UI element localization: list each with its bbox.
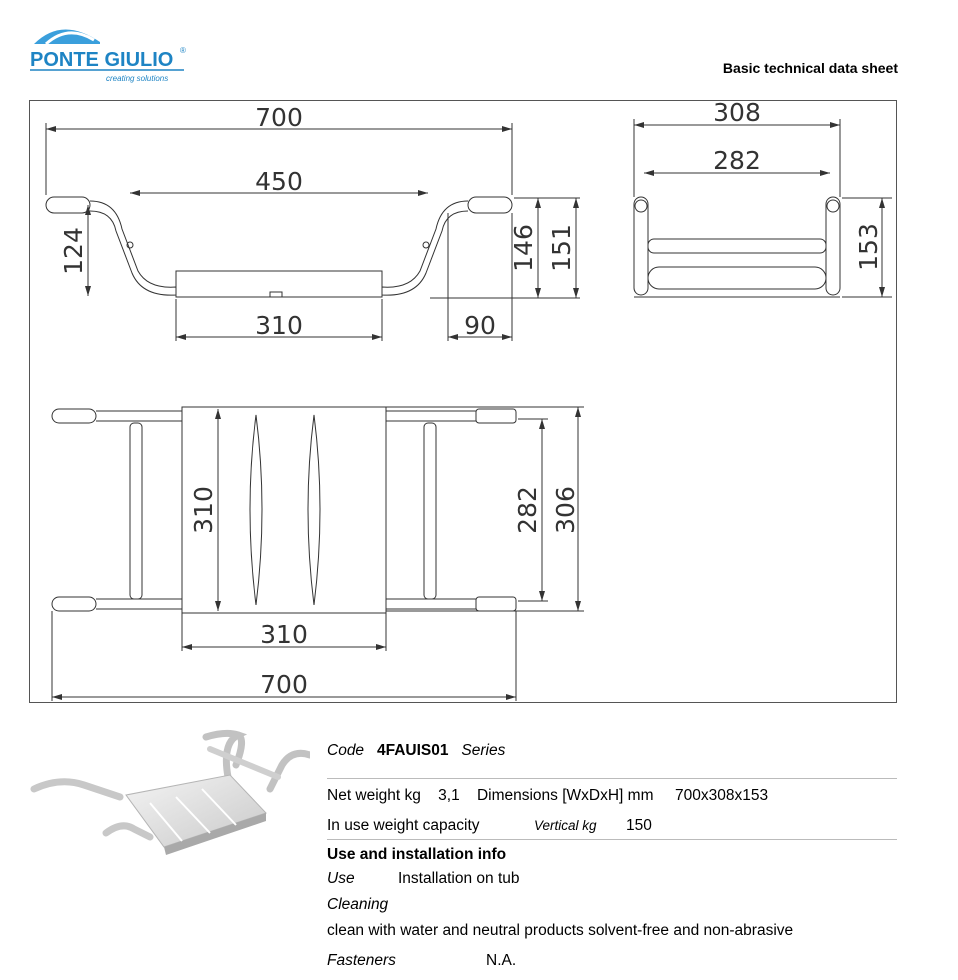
dim-side-end: 90 — [464, 311, 496, 340]
dim-top-width: 700 — [260, 670, 308, 699]
dim-top-seat-width: 310 — [260, 620, 308, 649]
fasteners-row — [327, 948, 897, 974]
side-view — [46, 123, 580, 341]
code-label: Code — [327, 742, 365, 759]
dim-top-inner: 282 — [513, 486, 542, 534]
product-image — [30, 725, 310, 865]
dim-side-width: 700 — [255, 103, 303, 132]
brand-tagline: creating solutions — [106, 74, 169, 83]
capacity-label: In use weight capacity — [327, 817, 480, 834]
net-weight-label: Net weight kg — [327, 787, 421, 804]
capacity-value: 150 — [626, 817, 652, 834]
page-title: Basic technical data sheet — [722, 60, 898, 76]
dim-top-outer: 306 — [551, 486, 580, 534]
registered-mark: ® — [180, 46, 186, 55]
series-label: Series — [461, 742, 506, 759]
code-row — [327, 738, 897, 764]
capacity-sub-label: Vertical kg — [534, 818, 597, 833]
technical-drawing — [29, 100, 897, 703]
dim-side-span: 450 — [255, 167, 303, 196]
product-code: 4FAUIS01 — [376, 742, 449, 759]
dim-top-seat-depth: 310 — [189, 486, 218, 534]
dim-side-height-a: 146 — [509, 224, 538, 272]
weight-row — [327, 783, 897, 809]
brand-logo — [28, 16, 188, 86]
cleaning-value: clean with water and neutral products solvent-free and non-abrasive — [327, 922, 794, 939]
dim-side-height-b: 151 — [547, 224, 576, 272]
dim-side-end-height: 124 — [59, 227, 88, 275]
dim-front-depth: 308 — [713, 101, 761, 127]
dim-front-inner: 282 — [713, 146, 761, 175]
use-row — [327, 866, 897, 892]
fasteners-value: N.A. — [486, 952, 517, 969]
dimensions-value: 700x308x153 — [675, 787, 769, 804]
top-view — [52, 407, 584, 701]
use-label: Use — [327, 870, 355, 887]
dim-side-seat: 310 — [255, 311, 303, 340]
net-weight-value: 3,1 — [438, 787, 460, 804]
dimensions-label: Dimensions [WxDxH] mm — [476, 787, 654, 804]
divider — [327, 778, 897, 779]
fasteners-label: Fasteners — [327, 952, 396, 969]
product-info — [327, 738, 897, 974]
cleaning-label: Cleaning — [327, 896, 389, 913]
capacity-row — [327, 813, 897, 839]
divider — [327, 839, 897, 840]
install-heading: Use and installation info — [327, 846, 507, 863]
brand-name: PONTE GIULIO — [30, 49, 174, 71]
use-value: Installation on tub — [398, 870, 520, 887]
dim-front-height: 153 — [854, 223, 883, 271]
